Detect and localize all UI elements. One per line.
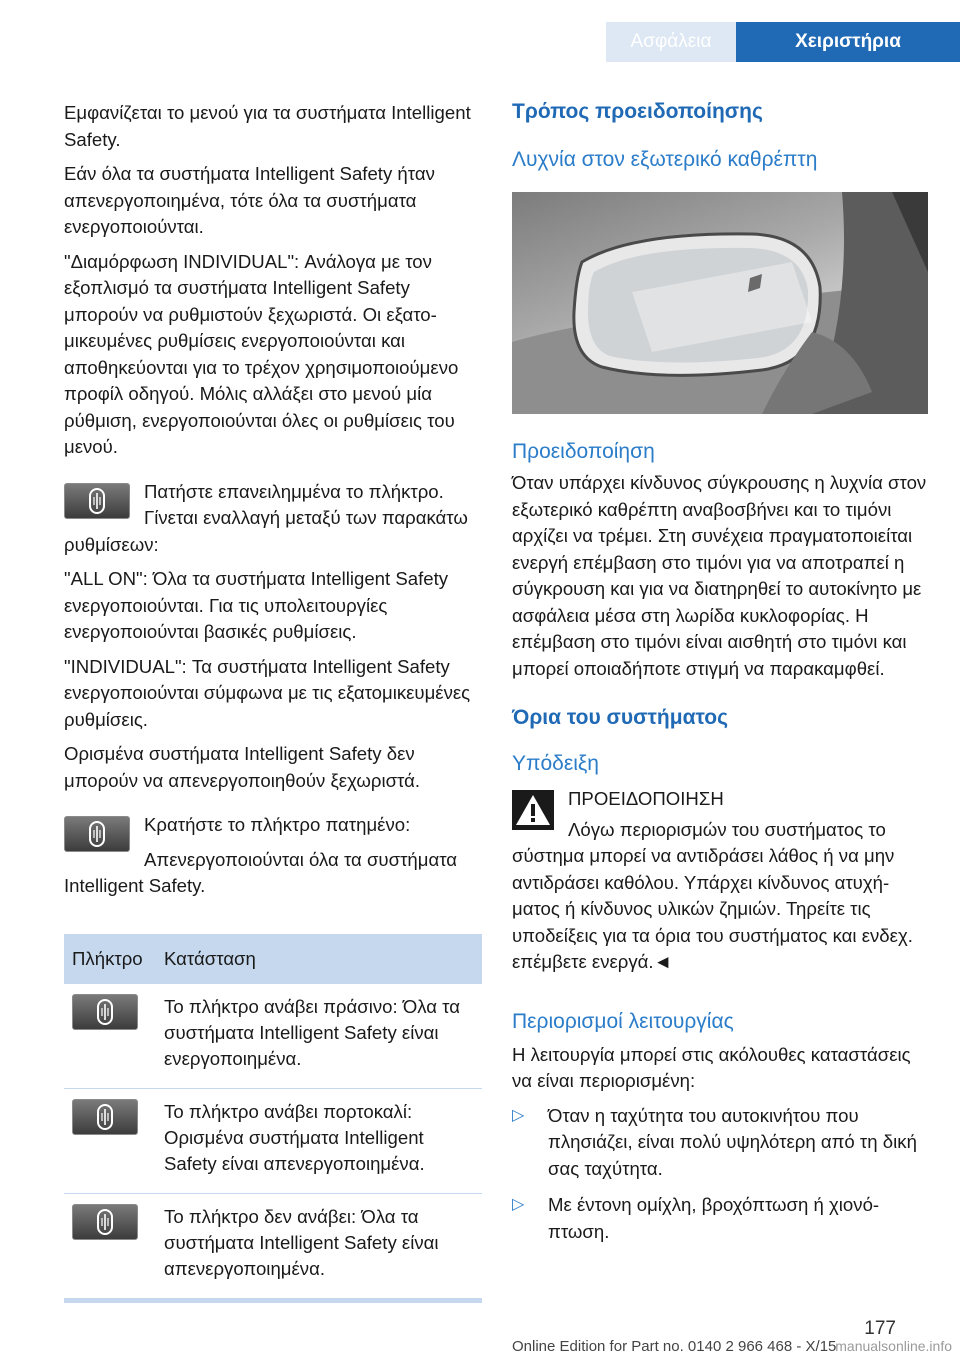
- safety-button-icon: [72, 1204, 138, 1240]
- column-header-key: Πλήκτρο: [64, 934, 156, 984]
- page-header: [0, 0, 960, 62]
- table-row: [64, 984, 482, 1089]
- paragraph-function-limits: Η λειτουργία μπορεί στις ακόλουθες καταστάσεις να είναι περιορισμένη:: [512, 1043, 911, 1091]
- edition-text: Online Edition for Part no. 0140 2 966 468 - X/15: [512, 1338, 837, 1355]
- safety-button-icon: [64, 483, 130, 519]
- heading-warning-mode: Τρόπος προειδοποίησης: [512, 100, 763, 123]
- paragraph-press-repeatedly: Πατήστε επανειλημμένα το πλήκτρο. Γίνεται εναλλαγή μεταξύ των παρακάτω ρυθμίσεων:: [64, 480, 468, 555]
- heading-mirror-lamp: Λυχνία στον εξωτερικό καθρέπτη: [512, 148, 818, 171]
- paragraph-all-off: Εάν όλα τα συστήματα Intelligent Safety ήταν απενεργοποιημένα, τότε όλα τα συστήματα ενεργοποιούνται.: [64, 163, 435, 237]
- page-number: 177: [864, 1318, 896, 1339]
- left-column: [64, 100, 482, 1303]
- heading-system-limits: Όρια του συστήματος: [512, 706, 729, 729]
- key-press-block: [64, 479, 482, 567]
- heading-function-limits: Περιορισμοί λειτουργίας: [512, 1009, 734, 1033]
- section-tab-controls[interactable]: Χειριστήρια: [736, 22, 960, 62]
- bullet-arrow-icon: ▷: [512, 1106, 525, 1124]
- caution-title: ΠΡΟΕΙΔΟΠΟΙΗΣΗ: [568, 788, 724, 809]
- column-header-state: Κατάσταση: [156, 934, 482, 984]
- paragraph-menu-shown: Εμφανίζεται το μενού για τα συστήματα Intelligent Safety.: [64, 102, 471, 150]
- watermark-text: manualsonline.info: [835, 1338, 952, 1354]
- paragraph-hold-key: Κρατήστε το πλήκτρο πατημένο:: [144, 814, 411, 835]
- paragraph-warning: Όταν υπάρχει κίνδυνος σύγκρουσης η λυχνία στον εξωτερικό καθρέπτη αναβοσβήνει και το τιμόνι αρχίζει να τρέμει. Στη συνέχεια πραγματοποιείται ενεργή επέμβαση στο τιμόνι για να αποτραπεί η σύγκρουση και για να διατηρηθεί το αυτοκίνητο με ασφάλεια μέσα στη λωρίδα κυκλοφορίας. Η επέμβαση στο τιμόνι είναι αισθητή στο τιμόνι και μπορεί οποιαδήποτε στιγμή να παρακαμφθεί.: [512, 472, 927, 679]
- right-column: [512, 100, 930, 1255]
- caution-text: Λόγω περιορισμών του συστήματος το σύστημα μπορεί να αντιδράσει λάθος ή να μην αντιδράσει καθόλου. Υπάρχει κίνδυνος ατυχήματος ή κίνδυνος υλικών ζημιών. Τηρείτε τις υποδείξεις για τα όρια του συστήματος και ενδεχ. επέμβετε ενεργά.◄: [512, 818, 913, 972]
- warning-triangle-icon: [512, 790, 554, 830]
- key-hold-block: [64, 812, 482, 908]
- limits-list: [512, 1103, 930, 1246]
- paragraph-all-disabled: Απενεργοποιούνται όλα τα συστήματα Intelligent Safety.: [64, 848, 458, 896]
- paragraph-cannot-disable: Ορισμένα συστήματα Intelligent Safety δεν μπορούν να απενεργοποιηθούν ξεχωριστά.: [64, 743, 421, 791]
- caution-block: [512, 786, 930, 984]
- table-header-row: [64, 934, 482, 984]
- state-cell: Το πλήκτρο ανάβει πορτοκαλί: Ορισμένα συστήματα Intelligent Safety είναι απενεργοποιημένα.: [156, 1088, 482, 1193]
- state-cell: Το πλήκτρο ανάβει πράσινο: Όλα τα συστήματα Intelligent Safety είναι ενεργοποιημένα.: [156, 984, 482, 1089]
- safety-button-icon: [72, 994, 138, 1030]
- safety-button-icon: [72, 1099, 138, 1135]
- list-item: ▷ Με έντονη ομίχλη, βροχόπτωση ή χιονόπτωση.: [512, 1194, 880, 1242]
- table-row: [64, 1088, 482, 1193]
- table-row: [64, 1193, 482, 1300]
- list-item: ▷ Όταν η ταχύτητα του αυτοκινήτου που πλησιάζει, είναι πολύ υψηλότερη από τη δική σας ταχύτητα.: [512, 1104, 917, 1179]
- heading-note: Υπόδειξη: [512, 752, 599, 775]
- paragraph-all-on: "ALL ON": Όλα τα συστήματα Intelligent Safety ενεργοποιούνται. Για τις υπολειτουργίες ενεργοποιούνται βασικές ρυθμίσεις.: [64, 568, 449, 642]
- page-footer: [0, 1338, 960, 1362]
- side-mirror-photo: [512, 192, 928, 414]
- section-tab-safety[interactable]: Ασφάλεια: [606, 22, 736, 62]
- bullet-arrow-icon: ▷: [512, 1196, 525, 1213]
- state-cell: Το πλήκτρο δεν ανάβει: Όλα τα συστήματα Intelligent Safety είναι απενεργοποιημένα.: [156, 1193, 482, 1300]
- paragraph-individual-config: "Διαμόρφωση INDIVIDUAL": Ανάλογα με τον εξοπλισμό τα συστήματα Intelligent Safety μπορούν να ρυθμιστούν ξεχωριστά. Οι εξατομικευμένες ρυθμίσεις ενεργοποιούνται και αποθηκεύονται για το τρέχον χρησιμοποιούμενο προφίλ οδηγού. Μόλις αλλάξει στο μενού μία ρύθμιση, ενεργοποιούνται όλες οι ρυθμίσεις του μενού.: [64, 250, 459, 457]
- safety-button-icon: [64, 816, 130, 852]
- button-status-table: [64, 934, 482, 1303]
- heading-warning: Προειδοποίηση: [512, 440, 655, 463]
- paragraph-individual: "INDIVIDUAL": Τα συστήματα Intelligent Safety ενεργοποιούνται σύμφωνα με τις εξατομικευμένες ρυθμίσεις.: [64, 655, 471, 730]
